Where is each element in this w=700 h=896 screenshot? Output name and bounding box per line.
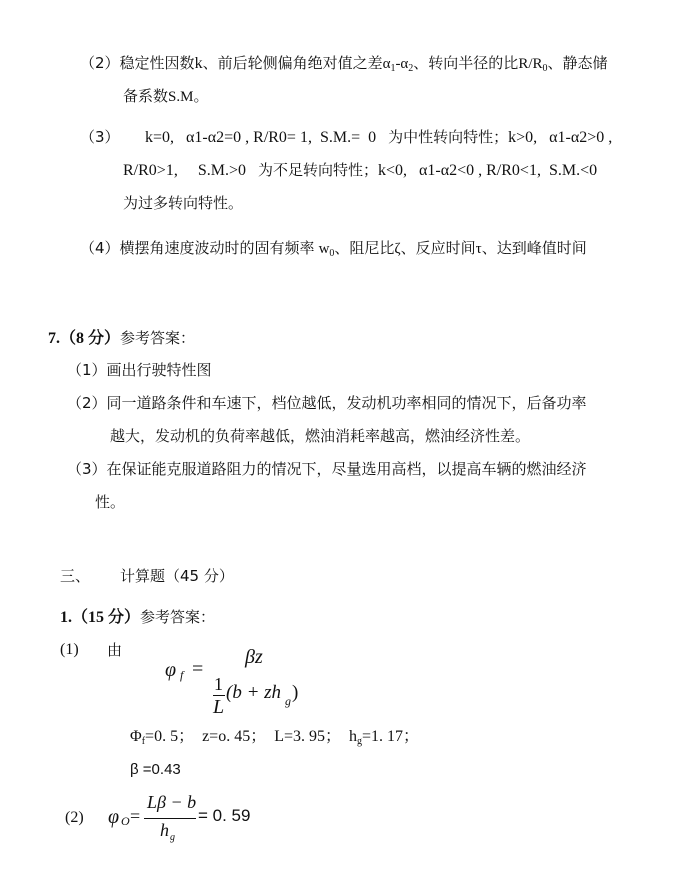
step-label: (2) <box>65 809 84 826</box>
subscript: 0 <box>542 63 548 74</box>
beta-value: β =0.43 <box>130 761 181 778</box>
subscript: 2 <box>408 63 414 74</box>
text: （3）在保证能克服道路阻力的情况下，尽量选用高档，以提高车辆的燃油经济 <box>67 460 587 478</box>
values-text: =0. 5； z=o. 45； L=3. 95； h <box>145 728 357 745</box>
denominator-expression: (b + zh <box>226 682 282 703</box>
text: 备系数 <box>123 87 169 105</box>
q6-item3-line1 <box>145 127 612 148</box>
condition-text: R/R0>1, S.M.>0 <box>123 162 246 179</box>
denominator-one: 1 <box>214 674 223 694</box>
text: 、达到峰值时间 <box>481 239 587 257</box>
section-3-heading <box>60 566 234 586</box>
text: 为不足转向特性； <box>257 161 378 179</box>
subscript: 1 <box>390 63 396 74</box>
condition-text: k>0, α1-α2>0 , <box>508 129 613 146</box>
q7-item2-line1 <box>67 393 587 413</box>
q6-item4-line1 <box>80 238 587 264</box>
subscript: g <box>285 694 291 708</box>
item-label: （4） <box>80 239 120 257</box>
question-number: 1. <box>60 609 72 626</box>
phi-symbol: φ <box>165 659 177 681</box>
q7-item2-line2 <box>110 426 530 446</box>
step-label: (1) <box>60 641 79 658</box>
given-values <box>130 727 419 752</box>
text: 为中性转向特性； <box>388 128 509 146</box>
k-symbol: k <box>194 55 203 72</box>
condition-text: k<0, α1-α2<0 , R/R0<1, S.M.<0 <box>377 162 598 179</box>
beta-result <box>130 760 181 780</box>
q7-item1 <box>67 360 212 380</box>
L-symbol: L <box>213 696 225 718</box>
phi-symbol: Φ <box>130 728 142 745</box>
values-text: =1. 17； <box>362 728 420 745</box>
phi-symbol: φ <box>108 806 120 828</box>
subscript: g <box>357 736 362 747</box>
condition-text: k=0, α1-α2=0 , R/R0= 1, S.M.= 0 <box>145 129 377 146</box>
question-number: 7. <box>48 330 60 347</box>
text: 为过多转向特性。 <box>123 194 244 212</box>
text: 、转向半径的比 <box>413 54 519 72</box>
q6-item2-line1 <box>80 53 608 79</box>
step2-label <box>65 808 84 828</box>
subscript: f <box>180 668 184 682</box>
q7-item3-line2 <box>95 492 125 512</box>
score: （15 分） <box>72 609 141 626</box>
step1-text <box>107 640 122 660</box>
text: 越大，发动机的负荷率越低，燃油消耗率越高，燃油经济性差。 <box>110 427 531 445</box>
q6-item3-line3 <box>123 193 243 213</box>
item-label: （3） <box>80 128 120 146</box>
calc-q1-heading <box>60 607 215 628</box>
text: 稳定性因数 <box>119 54 195 72</box>
text: 、前后轮侧偏角绝对值之差 <box>202 54 383 72</box>
heading-text: 参考答案： <box>140 608 216 626</box>
q6-item2-line2 <box>123 86 208 107</box>
numerator: Lβ − b <box>147 792 197 812</box>
item-label: （2） <box>80 54 120 72</box>
text: 横摆角速度波动时的固有频率 <box>119 239 315 257</box>
q6-item3-label <box>80 127 120 147</box>
text: 性。 <box>95 493 126 511</box>
omega-symbol: w <box>318 241 330 257</box>
subscript: g <box>170 832 175 843</box>
subscript: O <box>121 814 130 828</box>
equals-sign: = <box>130 806 141 826</box>
text: 、阻尼比 <box>334 239 395 257</box>
alpha-symbol: α <box>382 56 391 72</box>
sm-symbol: S.M <box>168 89 194 105</box>
numerator: βz <box>245 646 263 668</box>
text: （1）画出行驶特性图 <box>67 361 212 379</box>
text: （2）同一道路条件和车速下，档位越低，发动机功率相同的情况下，后备功率 <box>67 394 587 412</box>
text: 。 <box>193 87 209 105</box>
q7-item3-line1 <box>67 459 587 479</box>
section-numeral: 三、 <box>60 567 91 585</box>
text: 、静态储 <box>547 54 608 72</box>
text: 由 <box>107 641 123 659</box>
ratio-symbol: R/R <box>518 56 543 72</box>
result-value: = 0. 59 <box>198 806 251 825</box>
score: （8 分） <box>60 330 121 347</box>
step1-label <box>60 640 79 660</box>
q6-item3-line2 <box>123 160 597 181</box>
paren-close: ) <box>292 682 299 703</box>
subscript: 0 <box>329 248 335 259</box>
denominator: h <box>160 820 169 840</box>
fraction-bar <box>144 818 196 819</box>
section-title: 计算题（45 分） <box>120 567 234 585</box>
alpha-symbol: -α <box>395 56 409 72</box>
zeta-symbol: ζ <box>394 241 401 257</box>
heading-text: 参考答案： <box>120 329 196 347</box>
subscript: f <box>141 736 146 747</box>
equals-sign: = <box>192 658 204 680</box>
q7-heading <box>48 328 195 349</box>
tau-symbol: τ <box>475 241 482 257</box>
text: 、反应时间 <box>400 239 476 257</box>
